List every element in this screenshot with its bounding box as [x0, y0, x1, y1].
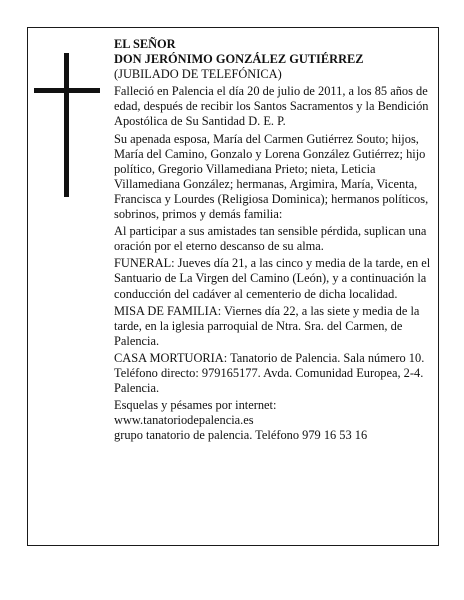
cross-horizontal-bar — [34, 88, 100, 93]
paragraph-funeral: FUNERAL: Jueves día 21, a las cinco y media de la tarde, en el Santuario de La Virgen del Camino (León), y a continuación la conducción del cadáver al cementerio de dicha localidad. — [114, 256, 431, 301]
footer-phone: grupo tanatorio de palencia. Teléfono 979 16 53 16 — [114, 428, 368, 443]
deceased-subtitle: (JUBILADO DE TELEFÓNICA) — [114, 67, 282, 82]
footer-online-condolences: Esquelas y pésames por internet: — [114, 398, 277, 413]
paragraph-prayer-request: Al participar a sus amistades tan sensible pérdida, suplican una oración por el eterno descanso de su alma. — [114, 224, 427, 254]
paragraph-funeral-home: CASA MORTUORIA: Tanatorio de Palencia. Sala número 10. Teléfono directo: 979165177. Avda. Comunidad Europea, 2-4. Palencia. — [114, 350, 425, 396]
footer-website: www.tanatoriodepalencia.es — [114, 413, 254, 428]
latin-cross-icon — [34, 53, 104, 197]
deceased-name: DON JERÓNIMO GONZÁLEZ GUTIÉRREZ — [114, 52, 364, 67]
header-line: EL SEÑOR — [114, 37, 176, 51]
paragraph-death-notice: Falleció en Palencia el día 20 de julio de 2011, a los 85 años de edad, después de recibir los Santos Sacramentos y la Bendición Apostólica de Su Santidad D. E. P. — [114, 84, 429, 129]
cross-vertical-bar — [64, 53, 69, 197]
paragraph-family: Su apenada esposa, María del Carmen Gutiérrez Souto; hijos, María del Camino, Gonzalo y Lorena González Gutiérrez; hijo político, Gregorio Villamediana Prieto; nieta, Leticia Villamediana González; hermanas, Argimira, María, Vicenta, Francisca y Lourdes (Religiosa Dominica); hermanos políticos, sobrinos, primos y demás familia: — [114, 131, 429, 222]
paragraph-family-mass: MISA DE FAMILIA: Viernes día 22, a las siete y media de la tarde, en la iglesia parroquial de Ntra. Sra. del Carmen, de Palencia. — [114, 303, 420, 348]
obituary-text — [114, 37, 434, 443]
